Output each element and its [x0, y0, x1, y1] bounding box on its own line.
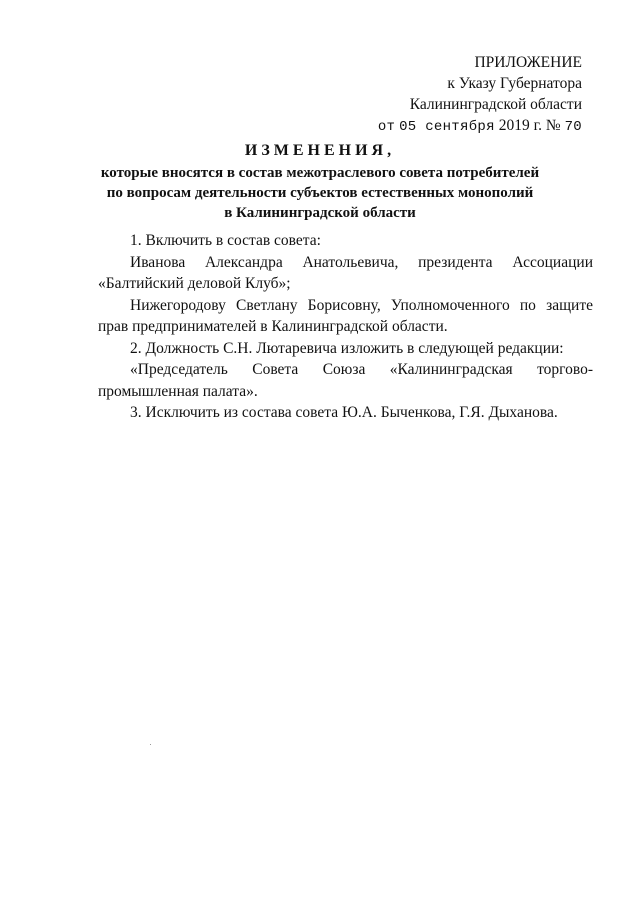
paragraph-5-line-2: промышленная палата». [98, 382, 258, 400]
paragraph-5-line-1: «Председатель Совета Союза «Калининградская торгово- [130, 361, 593, 378]
subtitle-line-1: которые вносятся в состав межотраслевого совета потребителей [100, 165, 540, 181]
subtitle-line-3: в Калининградской области [224, 205, 416, 221]
paragraph-3-line-1: Нижегородову Светлану Борисовну, Уполномоченного по защите [130, 296, 593, 314]
appendix-decree-ref: к Указу Губернатора [447, 75, 582, 92]
paragraph-2-line-1: Иванова Александра Анатольевича, президента Ассоциации [130, 253, 593, 271]
appendix-region: Калининградской области [409, 96, 582, 113]
document-title: ИЗМЕНЕНИЯ, [244, 142, 396, 159]
paragraph-3-line-2: прав предпринимателей в Калининградской области. [98, 318, 448, 335]
paragraph-6: 3. Исключить из состава совета Ю.А. Быченкова, Г.Я. Дыханова. [130, 404, 558, 421]
document-subtitle [70, 163, 570, 223]
scan-speck [150, 744, 151, 745]
paragraph-1: 1. Включить в состав совета: [130, 232, 321, 249]
appendix-date-line [378, 115, 582, 138]
date-value: 05 сентября [399, 119, 495, 135]
date-prefix: от [377, 119, 396, 135]
date-year: 2019 г. № [498, 117, 561, 134]
paragraph-4: 2. Должность С.Н. Лютаревича изложить в следующей редакции: [130, 339, 564, 357]
decree-number: 70 [564, 119, 582, 135]
appendix-heading: ПРИЛОЖЕНИЕ [474, 54, 582, 71]
appendix-block [378, 52, 582, 138]
subtitle-line-2: по вопросам деятельности субъектов естественных монополий [106, 185, 534, 201]
document-body [98, 230, 593, 424]
paragraph-2-line-2: «Балтийский деловой Клуб»; [98, 275, 291, 292]
